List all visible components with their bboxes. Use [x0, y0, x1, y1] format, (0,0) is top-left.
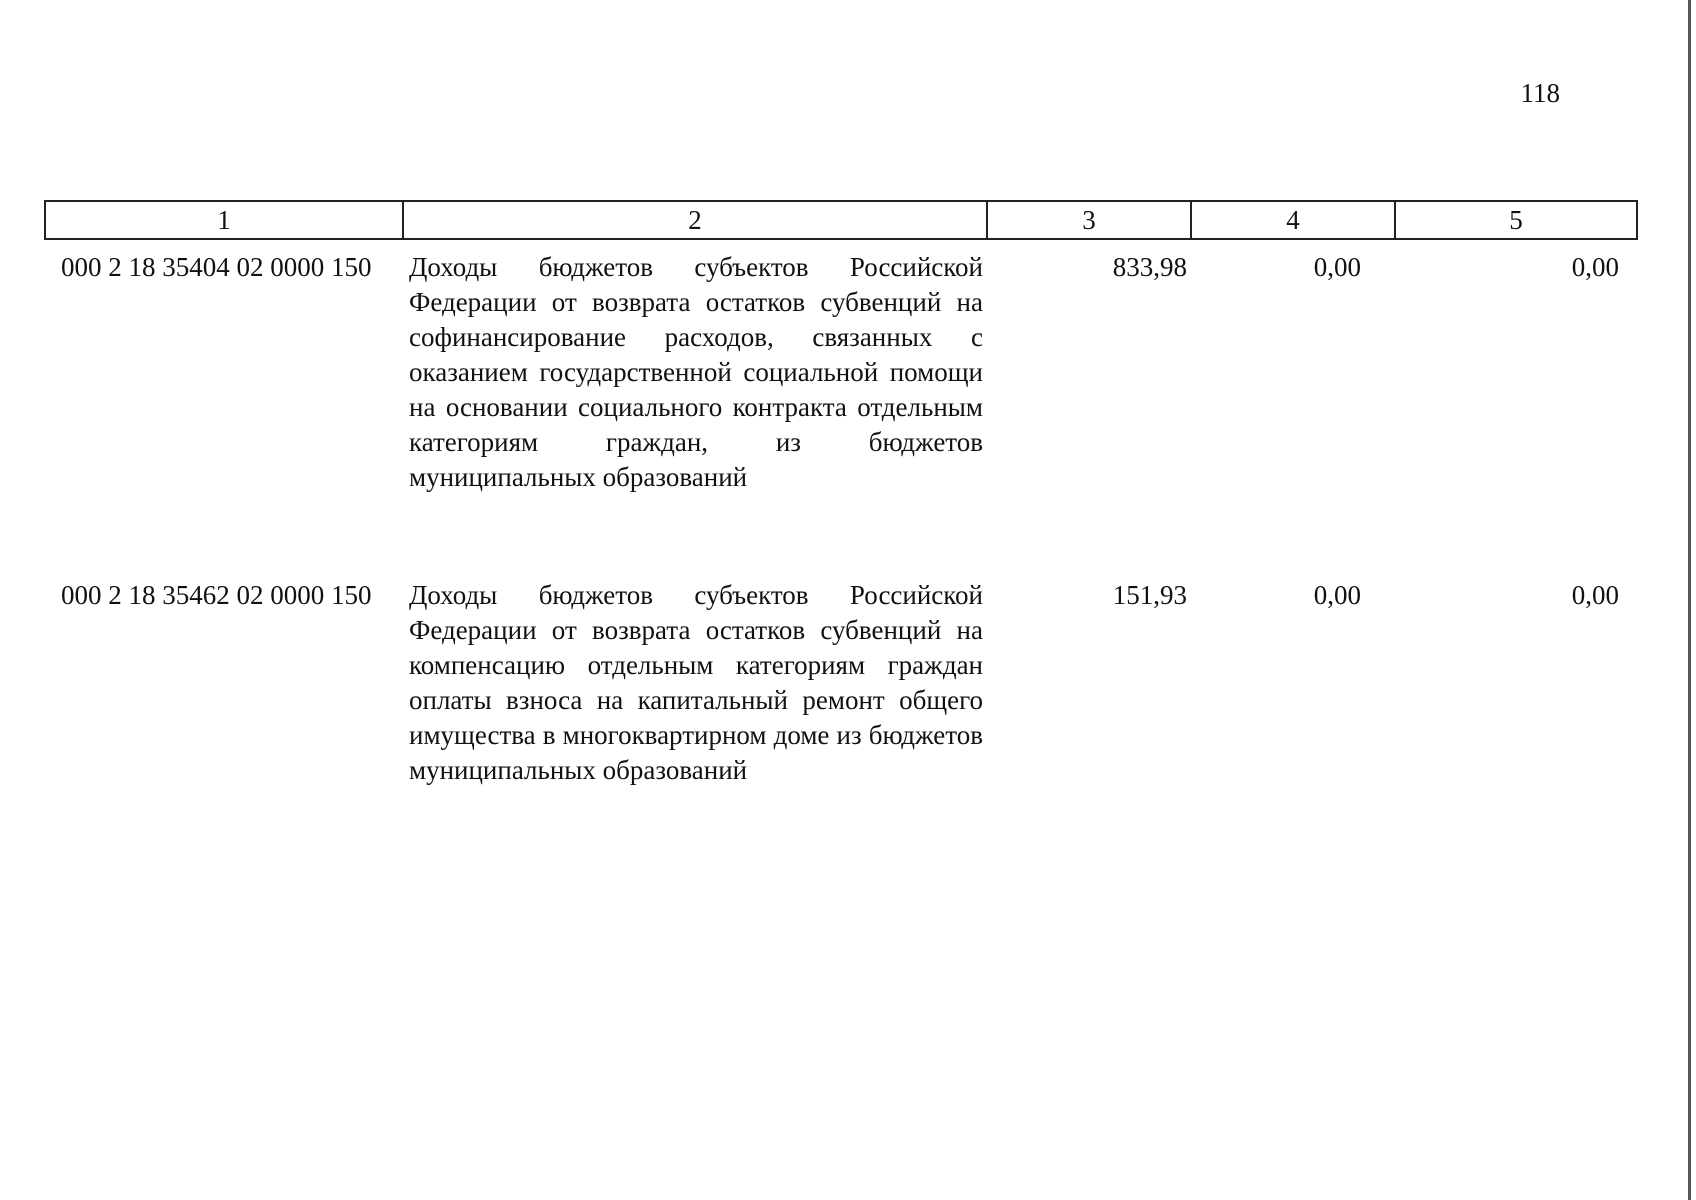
amount-col-5: 0,00	[1571, 580, 1619, 610]
budget-code: 000 2 18 35462 02 0000 150	[61, 580, 372, 610]
income-description: Доходы бюджетов субъектов Российской Федерации от возврата остатков субвенций на софинансирование расходов, связанных с оказанием государственной социальной помощи на основании социального контракта отдельным категориям граждан, из бюджетов муниципальных образований	[409, 252, 983, 492]
column-header-1: 1	[45, 201, 403, 239]
column-header-2: 2	[403, 201, 987, 239]
column-header-5: 5	[1395, 201, 1637, 239]
amount-col-4: 0,00	[1313, 252, 1361, 282]
table-header	[45, 201, 1637, 239]
amount-col-5: 0,00	[1571, 252, 1619, 282]
amount-col-3: 833,98	[1112, 252, 1187, 282]
table-row	[45, 239, 1637, 568]
page-number: 118	[1520, 78, 1560, 108]
amount-col-4: 0,00	[1313, 580, 1361, 610]
budget-code: 000 2 18 35404 02 0000 150	[61, 252, 372, 282]
budget-table	[44, 200, 1638, 838]
table-row	[45, 568, 1637, 838]
income-description: Доходы бюджетов субъектов Российской Федерации от возврата остатков субвенций на компенсацию отдельным категориям граждан оплаты взноса на капитальный ремонт общего имущества в многоквартирном доме из бюджетов муниципальных образований	[409, 580, 983, 785]
page-edge-line	[1688, 0, 1691, 1200]
table-body	[45, 239, 1637, 838]
header-row	[45, 201, 1637, 239]
amount-col-3: 151,93	[1112, 580, 1187, 610]
column-header-3: 3	[987, 201, 1191, 239]
column-header-4: 4	[1191, 201, 1395, 239]
